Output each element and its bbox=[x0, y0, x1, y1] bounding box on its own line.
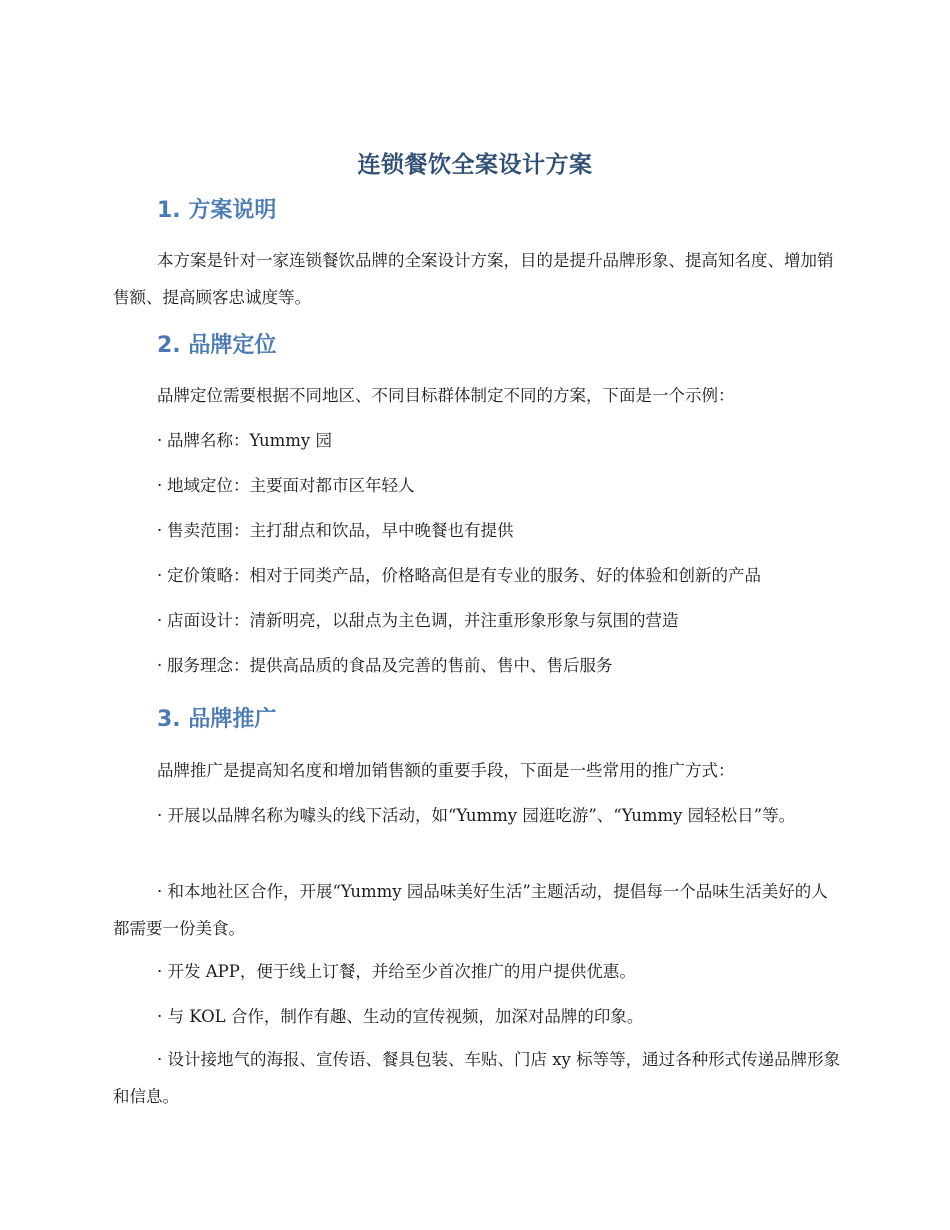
list-item: · 售卖范围：主打甜点和饮品，早中晚餐也有提供 bbox=[157, 519, 514, 543]
list-item: · 服务理念：提供高品质的食品及完善的售前、售中、售后服务 bbox=[157, 654, 613, 678]
promotion-item: · 设计接地气的海报、宣传语、餐具包装、车贴、门店 xy 标等等，通过各种形式传递品牌形象和信息。 bbox=[113, 1050, 841, 1106]
section-2-intro: 品牌定位需要根据不同地区、不同目标群体制定不同的方案，下面是一个示例： bbox=[157, 386, 735, 405]
section-3-intro: 品牌推广是提高知名度和增加销售额的重要手段，下面是一些常用的推广方式： bbox=[157, 761, 735, 780]
promotion-item: · 开发 APP，便于线上订餐，并给至少首次推广的用户提供优惠。 bbox=[157, 962, 636, 981]
section-heading-2: 2. 品牌定位 bbox=[157, 333, 277, 358]
promotion-item: · 与 KOL 合作，制作有趣、生动的宣传视频，加深对品牌的印象。 bbox=[157, 1007, 644, 1026]
bullet-mark: · bbox=[157, 611, 163, 630]
bullet-mark: · bbox=[157, 566, 163, 585]
section-1-paragraph: 本方案是针对一家连锁餐饮品牌的全案设计方案，目的是提升品牌形象、提高知名度、增加销售额、提高顾客忠诚度等。 bbox=[113, 251, 834, 307]
document-title: 连锁餐饮全案设计方案 bbox=[357, 152, 593, 178]
list-item: · 店面设计：清新明亮，以甜点为主色调，并注重形象形象与氛围的营造 bbox=[157, 609, 679, 633]
list-item: · 品牌名称：Yummy 园 bbox=[157, 429, 332, 453]
list-item: · 地域定位：主要面对都市区年轻人 bbox=[157, 474, 415, 498]
promotion-item: · 和本地社区合作，开展“Yummy 园品味美好生活”主题活动，提倡每一个品味生活美好的人都需要一份美食。 bbox=[113, 882, 828, 938]
bullet-mark: · bbox=[157, 656, 163, 675]
bullet-mark: · bbox=[157, 431, 163, 450]
section-heading-3: 3. 品牌推广 bbox=[157, 707, 277, 732]
list-item: · 定价策略：相对于同类产品，价格略高但是有专业的服务、好的体验和创新的产品 bbox=[157, 564, 761, 588]
bullet-mark: · bbox=[157, 521, 163, 540]
promotion-item: · 开展以品牌名称为噱头的线下活动，如“Yummy 园逛吃游”、“Yummy 园轻松日”等。 bbox=[157, 806, 796, 825]
bullet-mark: · bbox=[157, 476, 163, 495]
section-heading-1: 1. 方案说明 bbox=[157, 198, 277, 223]
